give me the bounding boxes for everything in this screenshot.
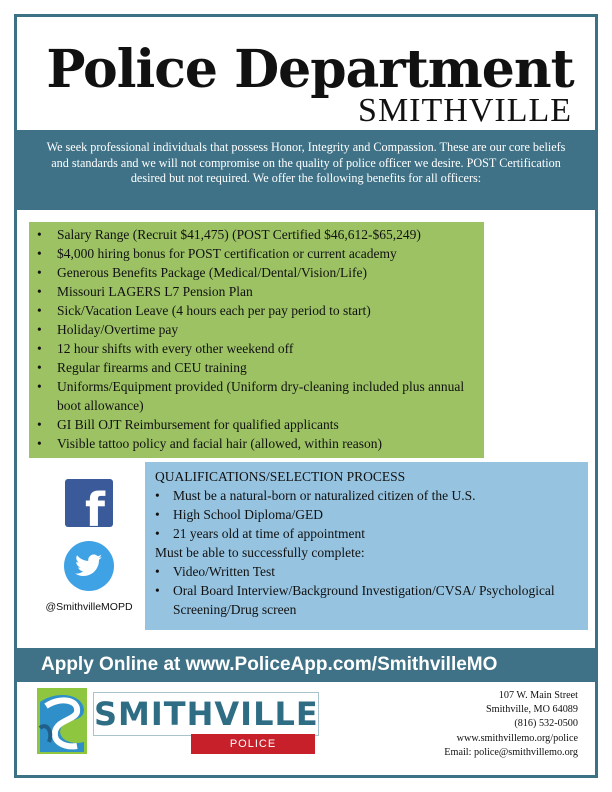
apply-online-banner[interactable]: Apply Online at www.PoliceApp.com/SmithvilleMO: [17, 648, 595, 682]
benefit-item: • Holiday/Overtime pay: [37, 320, 476, 339]
benefit-item: • Generous Benefits Package (Medical/Dental/Vision/Life): [37, 263, 476, 282]
benefit-item: • Sick/Vacation Leave (4 hours each per pay period to start): [37, 301, 476, 320]
test-item: • Oral Board Interview/Background Investigation/CVSA/ Psychological Screening/Drug screen: [155, 581, 578, 619]
qualifications-heading: QUALIFICATIONS/SELECTION PROCESS: [155, 469, 406, 484]
page-subtitle: SMITHVILLE: [358, 92, 572, 129]
page-title: Police Department: [46, 39, 574, 100]
benefits-box: [29, 222, 484, 458]
smithville-logo: [37, 688, 321, 754]
benefit-item: • Regular firearms and CEU training: [37, 358, 476, 377]
facebook-icon[interactable]: f: [65, 479, 113, 527]
benefit-item: • Missouri LAGERS L7 Pension Plan: [37, 282, 476, 301]
contact-address: 107 W. Main Street: [498, 690, 578, 701]
qualification-item: • Must be a natural-born or naturalized citizen of the U.S.: [155, 486, 578, 505]
contact-block: [444, 689, 578, 760]
benefit-item: • Salary Range (Recruit $41,475) (POST Certified $46,612-$65,249): [37, 225, 476, 244]
logo-swoosh-icon: [37, 688, 87, 754]
qualification-item: • 21 years old at time of appointment: [155, 524, 578, 543]
qualifications-box: [145, 462, 588, 630]
twitter-icon[interactable]: [64, 541, 114, 591]
benefits-list: [37, 225, 476, 453]
contact-city: Smithville, MO 64089: [486, 704, 578, 716]
qualification-item: • High School Diploma/GED: [155, 505, 578, 524]
benefit-item: • Visible tattoo policy and facial hair (allowed, within reason): [37, 434, 476, 453]
qualifications-list: [155, 486, 578, 543]
benefit-item: • $4,000 hiring bonus for POST certification or current academy: [37, 244, 476, 263]
social-handle[interactable]: @SmithvilleMOPD: [45, 601, 133, 613]
tests-list: [155, 562, 578, 619]
benefit-item: • Uniforms/Equipment provided (Uniform dry-cleaning included plus annual boot allowance): [37, 377, 476, 415]
benefit-item: • GI Bill OJT Reimbursement for qualified applicants: [37, 415, 476, 434]
tests-heading: Must be able to successfully complete:: [155, 545, 365, 560]
logo-police-badge: POLICE: [191, 734, 315, 754]
contact-email[interactable]: Email: police@smithvillemo.org: [444, 746, 578, 758]
test-item: • Video/Written Test: [155, 562, 578, 581]
benefit-item: • 12 hour shifts with every other weekend off: [37, 339, 476, 358]
logo-wordmark: SMITHVILLE: [93, 692, 319, 736]
contact-website[interactable]: www.smithvillemo.org/police: [456, 732, 578, 744]
intro-banner: We seek professional individuals that possess Honor, Integrity and Compassion. These are our core beliefs and standards and we will not compromise on the quality of police officer we desire. POST Certification desired but not required. We offer the following benefits for all officers:: [17, 130, 595, 210]
contact-phone: (816) 532-0500: [514, 718, 578, 730]
